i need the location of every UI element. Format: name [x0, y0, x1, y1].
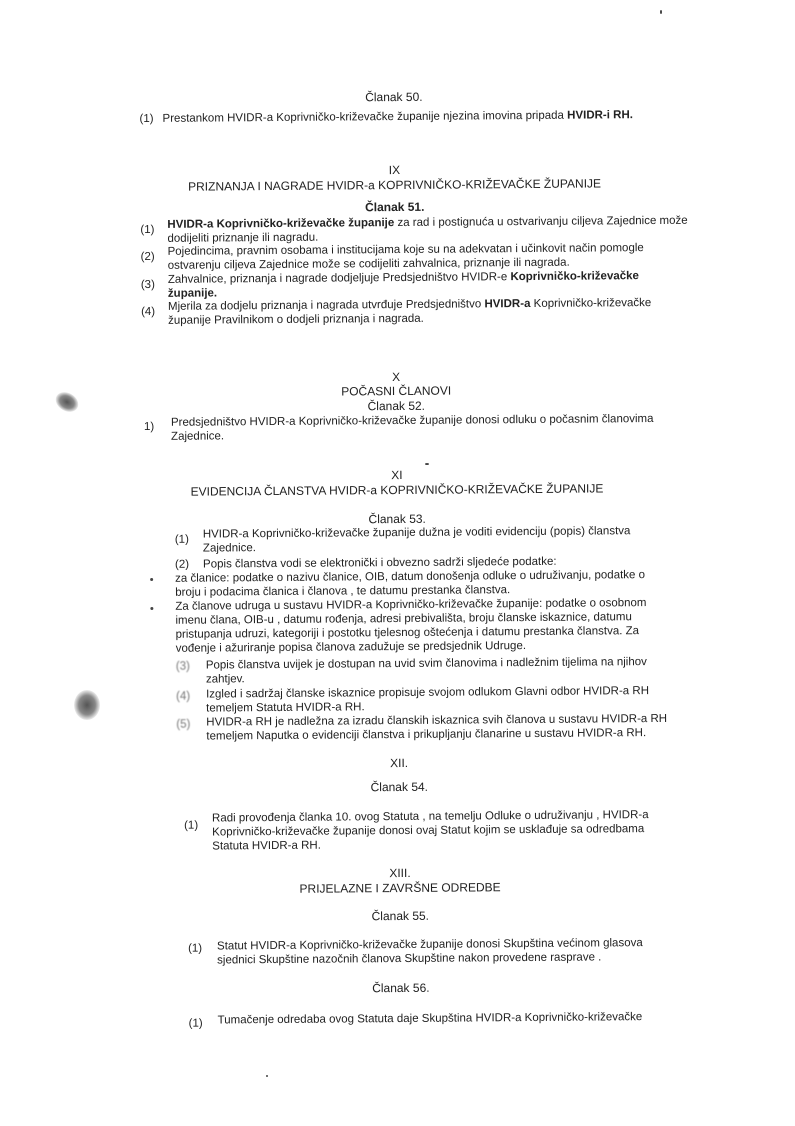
article-56-para-1: Tumačenje odredaba ovog Statuta daje Skupština HVIDR-a Koprivničko-križevačke — [217, 1011, 643, 1027]
bullet-2-dot — [150, 607, 153, 610]
article-55-title: Članak 55. — [371, 908, 430, 924]
article-50-para-1-text: Prestankom HVIDR-a Koprivničko-križevačke županije njezina imovina pripada — [162, 109, 568, 125]
article-52-para-1-line-2: Zajednice. — [170, 430, 225, 443]
article-53-para-4-number: (4) — [176, 690, 191, 703]
article-51-para-2-number: (2) — [140, 250, 155, 264]
article-51-para-4-bold: HVIDR-a — [484, 297, 531, 311]
article-53-bullet-2-line-1: Za članove udruga u sustavu HVIDR-a Koprivničko-križevačke županije: podatke o osobnom — [175, 597, 647, 613]
section-13-heading: PRIJELAZNE I ZAVRŠNE ODREDBE — [299, 880, 501, 896]
article-53-para-4-line-1: Izgled i sadržaj članske iskaznice propisuje svojom odlukom Glavni odbor HVIDR-a RH — [206, 685, 650, 701]
article-53-para-1-line-2: Zajednice. — [202, 542, 257, 555]
scan-speck-3 — [425, 463, 429, 465]
article-55-para-1-line-2: sjednici Skupštine nazočnih članova Skupštine nakon provedene rasprave . — [217, 951, 602, 967]
article-51-para-1-cont: dodijeliti priznanje ili nagradu. — [167, 231, 319, 245]
bullet-1-dot — [150, 578, 153, 581]
article-51-para-2 — [168, 240, 723, 272]
section-10-roman: X — [391, 369, 401, 385]
article-54-para-1-number: (1) — [184, 819, 199, 832]
article-53-para-3-number: (3) — [175, 660, 190, 673]
article-51-para-2-line-2: ostvarenju ciljeva Zajednice može se codijeliti zahvalnica, priznanje ili nagrada. — [167, 256, 570, 272]
article-51-para-4-cont: županije Pravilnikom o dodjeli priznanja i nagrada. — [168, 312, 424, 327]
article-53-para-3-line-1: Popis članstva uvijek je dostupan na uvid svim članovima i nadležnim tijelima na njihov — [205, 656, 647, 672]
article-53-para-3 — [206, 654, 736, 686]
section-9-heading: PRIZNANJA I NAGRADE HVIDR-a KOPRIVNIČKO-KRIŽEVAČKE ŽUPANIJE — [188, 176, 602, 194]
article-52-para-1-line-1: Predsjedništvo HVIDR-a Koprivničko-križevačke županije donosi odluku o počasnim članovima — [170, 413, 654, 429]
article-51-para-3-number: (3) — [140, 278, 155, 292]
article-50-para-1-number: (1) — [139, 112, 154, 126]
article-50-title: Članak 50. — [365, 89, 423, 105]
article-53-para-5-line-2: temeljem Naputka o evidenciji članstva i prikupljanju članarine u sustavu HVIDR-a RH. — [206, 727, 647, 743]
article-51-title: Članak 51. — [364, 199, 425, 215]
article-53-bullet-2 — [175, 595, 735, 655]
scan-smudge-2 — [74, 690, 100, 720]
scan-speck-1 — [660, 10, 662, 14]
article-53-title: Članak 53. — [368, 511, 426, 527]
article-51-para-4-text: Mjerila za dodjelu priznanja i nagrada utvrđuje Predsjedništvo — [167, 298, 485, 313]
article-53-bullet-2-line-3: pristupanja udruzi, kategoriji i postotku tjelesnog oštećenja i datumu prestanka članstva. Za — [175, 625, 640, 641]
article-54-para-1-line-2: Koprivničko-križevačke županije donosi ovaj Statut kojim se usklađuje sa odredbama — [212, 823, 645, 839]
article-51-para-3-cont: županije. — [167, 287, 218, 300]
article-51-para-4-number: (4) — [140, 305, 156, 319]
article-53-para-4-line-2: temeljem Statuta HVIDR-a RH. — [206, 701, 365, 715]
article-53-bullet-2-line-4: vođenje i ažuriranje popisa članova zadužuje se predsjednik Udruge. — [175, 640, 527, 655]
article-53-bullet-1-line-2: broju i podacima članica i članova , te datumu prestanka članstva. — [175, 584, 511, 599]
article-51-para-4 — [168, 295, 723, 327]
section-13-roman: XIII. — [389, 865, 411, 881]
article-53-para-3-line-2: zahtjev. — [205, 673, 245, 686]
article-54-title: Članak 54. — [370, 779, 429, 795]
article-50-para-1 — [162, 108, 633, 126]
article-55-para-1 — [217, 935, 747, 967]
article-53-para-4 — [206, 683, 736, 715]
article-53-para-5-number: (5) — [176, 718, 191, 731]
article-51-para-2-line-1: Pojedincima, pravnim osobama i institucijama koje su na adekvatan i učinkovit način pomogle — [167, 242, 644, 258]
article-53-para-5-line-1: HVIDR-a RH je nadležna za izradu članskih iskaznica svih članova u sustavu HVIDR-a RH — [206, 712, 668, 729]
article-53-para-2-number: (2) — [174, 558, 190, 571]
section-11-roman: XI — [391, 467, 403, 483]
article-56-title: Članak 56. — [372, 980, 430, 996]
article-56-para-1-number: (1) — [188, 1017, 203, 1030]
article-55-para-1-line-1: Statut HVIDR-a Koprivničko-križevačke županije donosi Skupština većinom glasova — [216, 937, 643, 953]
article-54-para-1 — [212, 807, 742, 853]
section-12-roman: XII. — [390, 755, 409, 771]
section-11-heading: EVIDENCIJA ČLANSTVA HVIDR-a KOPRIVNIČKO-KRIŽEVAČKE ŽUPANIJE — [190, 481, 604, 499]
article-53-para-2: Popis članstva vodi se elektronički i obvezno sadrži sljedeće podatke: — [202, 555, 557, 571]
article-52-para-1-number: 1) — [143, 420, 155, 434]
article-51-para-1-text: za rad i postignuća u ostvarivanju ciljeva Zajednice može — [394, 214, 688, 230]
article-51-para-1-bold: HVIDR-a Koprivničko-križevačke županije — [167, 217, 395, 231]
article-54-para-1-line-3: Statuta HVIDR-a RH. — [212, 839, 321, 853]
article-53-bullet-1 — [175, 567, 735, 599]
article-53-bullet-2-line-2: imenu člana, OIB-u , datumu rođenja, adresi prebivališta, broju članske iskaznice, datumu — [175, 611, 632, 627]
article-50-para-1-bold: HVIDR-i RH. — [567, 109, 633, 122]
section-9-roman: IX — [388, 162, 401, 178]
article-52-para-1 — [171, 411, 731, 443]
article-53-para-1-number: (1) — [174, 533, 189, 546]
article-53-para-1-line-1: HVIDR-a Koprivničko-križevačke županije dužna je voditi evidenciju (popis) članstva — [202, 525, 631, 541]
section-10-heading: POČASNI ČLANOVI — [341, 383, 452, 399]
article-55-para-1-number: (1) — [187, 942, 203, 955]
article-53-para-5 — [206, 711, 736, 743]
article-53-para-1 — [203, 523, 733, 555]
article-51-para-4-text-2: Koprivničko-križevačke — [530, 297, 652, 310]
article-54-para-1-line-1: Radi provođenja članka 10. ovog Statuta , na temelju Odluke o udruživanju , HVIDR-a — [211, 809, 649, 825]
scan-speck-2 — [266, 1075, 268, 1077]
article-52-title: Članak 52. — [367, 398, 426, 414]
article-51-para-1-number: (1) — [140, 223, 155, 237]
article-51-para-3-bold: Koprivničko-križevačke — [510, 270, 639, 284]
article-53-bullet-1-line-1: za članice: podatke o nazivu članice, OIB, datum donošenja odluke o udruživanju, podatke o — [175, 569, 646, 585]
article-51-para-3-text: Zahvalnice, priznanja i nagrade dodjeljuje Predsjedništvo HVIDR-e — [167, 271, 511, 286]
